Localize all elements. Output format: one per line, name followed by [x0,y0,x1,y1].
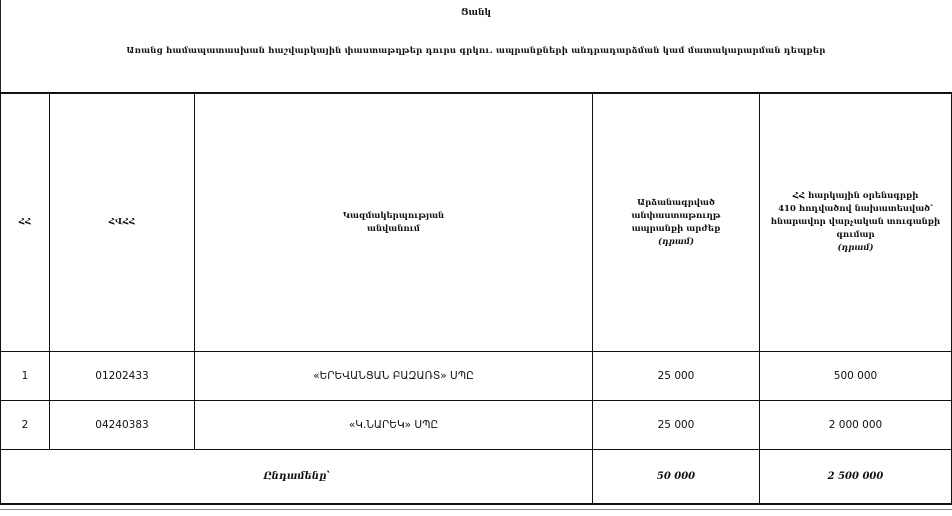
header-goods-value [593,93,760,352]
violations-table [0,92,952,505]
document-subtitle: Առանց համապատասխան հաշվարկային փաստաթղթեր դուրս գրկու. ապրանքների անդրադարձման կամ մատակարարման դեպքեր [126,46,826,56]
row-tin: 01202433 [50,352,195,401]
row-org-name: «Կ.ՆԱՐԵԿ» ՍՊԸ [195,401,593,450]
row-goods-value: 25 000 [593,401,760,450]
table-total-row [1,450,952,505]
total-fine: 2 500 000 [760,450,952,505]
bottom-divider [0,509,952,510]
row-org-name: «ԵՐԵՎԱՆՑԱՆ ԲԱԶԱՌՏ» ՍՊԸ [195,352,593,401]
row-tin: 04240383 [50,401,195,450]
row-number: 1 [1,352,50,401]
header-fine-line2: 410 հոդվածով նախատեսված՝ [778,204,933,214]
table-row [1,352,952,401]
header-goods-value-line2: ապրանքի արժեք [631,223,721,234]
header-number: ՀՀ [1,93,50,352]
total-label: Ընդամենը՝ [1,450,593,505]
header-tin: ՀՎՀՀ [50,93,195,352]
total-goods-value: 50 000 [593,450,760,505]
row-number: 2 [1,401,50,450]
row-goods-value: 25 000 [593,352,760,401]
header-fine [760,93,952,352]
row-fine: 500 000 [760,352,952,401]
header-org-name [195,93,593,352]
table-row [1,401,952,450]
row-fine: 2 000 000 [760,401,952,450]
header-org-name-line1: Կազմակերպության [342,210,445,221]
header-goods-value-unit: (դրամ) [657,236,695,247]
table-header-row [1,93,952,352]
header-goods-value-line1: Արձանագրված անփաստաթուղթ [631,197,721,221]
header-fine-unit: (դրամ) [837,243,874,253]
header-org-name-line2: անվանում [367,223,420,234]
header-fine-line3: հնարավոր վարչական տուգանքի գումար [770,217,941,240]
document-title: Ցանկ [461,8,491,18]
header-fine-line1: ՀՀ հարկային օրենսգրքի [792,191,919,201]
